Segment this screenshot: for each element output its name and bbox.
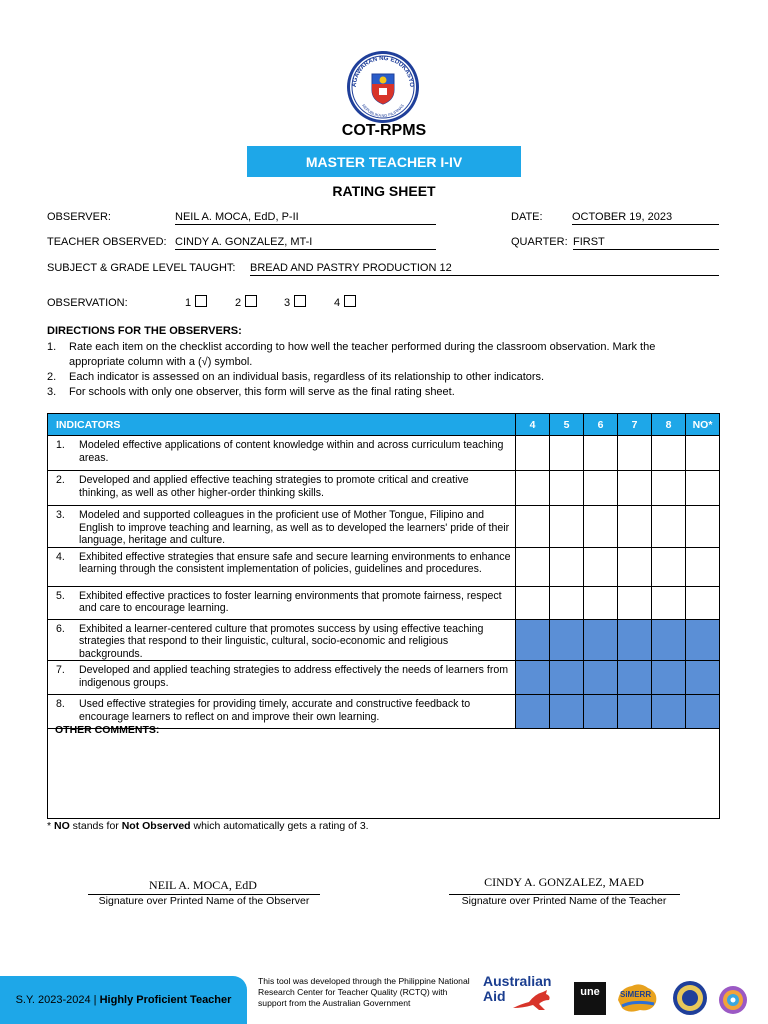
rating-cell[interactable]: [584, 506, 618, 548]
school-year: S.Y. 2023-2024 |: [15, 994, 97, 1006]
observation-option-1[interactable]: [185, 295, 207, 309]
deped-seal: [346, 50, 420, 124]
rating-cell[interactable]: [516, 547, 550, 586]
observation-option-label: 2: [235, 297, 242, 309]
rating-cell[interactable]: [516, 471, 550, 506]
indicator-number: 3.: [56, 509, 65, 521]
indicator-text: Modeled effective applications of content knowledge within and across curriculum teaching areas.: [79, 439, 504, 464]
quarter-value: FIRST: [573, 236, 605, 248]
observation-option-label: 1: [185, 297, 192, 309]
rating-cell[interactable]: [686, 547, 720, 586]
direction-text: For schools with only one observer, this form will serve as the final rating sheet.: [69, 386, 455, 398]
date-value: OCTOBER 19, 2023: [572, 211, 673, 223]
shaded-cell: [652, 661, 686, 695]
checkbox-icon: [294, 295, 306, 307]
header-not-observed: NO*: [686, 414, 720, 436]
rating-cell[interactable]: [686, 586, 720, 619]
university-seal-logo: [672, 980, 708, 1016]
indicator-number: 8.: [56, 698, 65, 710]
quarter-label: QUARTER:: [511, 236, 568, 248]
note-prefix: *: [47, 820, 55, 832]
teacher-signature-name: CINDY A. GONZALEZ, MAED: [484, 875, 644, 889]
shaded-cell: [516, 661, 550, 695]
rating-cell[interactable]: [516, 436, 550, 471]
form-title: COT-RPMS: [341, 122, 427, 139]
indicator-cell: [48, 661, 516, 695]
shaded-cell: [516, 619, 550, 661]
other-comments-box[interactable]: [47, 722, 720, 819]
indicator-cell: [48, 547, 516, 586]
observation-option-4[interactable]: [334, 295, 356, 309]
rating-cell[interactable]: [550, 586, 584, 619]
note-no: NO: [54, 820, 70, 832]
teacher-field[interactable]: [175, 236, 436, 250]
direction-item: [47, 385, 707, 400]
simerr-text: SiMERR: [620, 990, 652, 999]
rating-cell[interactable]: [516, 506, 550, 548]
note-middle: stands for: [69, 820, 122, 832]
form-subtitle: RATING SHEET: [332, 183, 436, 199]
header-indicators: INDICATORS: [48, 414, 516, 436]
indicator-number: 5.: [56, 589, 65, 602]
rating-cell[interactable]: [686, 436, 720, 471]
une-logo: [574, 982, 606, 1015]
rating-cell[interactable]: [652, 471, 686, 506]
teacher-label: TEACHER OBSERVED:: [47, 236, 167, 248]
indicator-number: 6.: [56, 622, 65, 635]
rating-cell[interactable]: [584, 471, 618, 506]
direction-number: 1.: [47, 341, 57, 353]
observation-label: OBSERVATION:: [47, 297, 128, 309]
rating-cell[interactable]: [584, 586, 618, 619]
indicator-text: Exhibited a learner-centered culture that promotes success by using effective teaching strategies that respond to their linguistic, cultural, socio-economic and religious backgrounds.: [79, 622, 484, 660]
header-rating-4: 4: [516, 414, 550, 436]
shaded-cell: [686, 661, 720, 695]
teacher-value: CINDY A. GONZALEZ, MT-I: [175, 236, 313, 248]
table-row: [48, 619, 720, 661]
rating-cell[interactable]: [686, 471, 720, 506]
rating-cell[interactable]: [618, 586, 652, 619]
shaded-cell: [618, 661, 652, 695]
direction-text: Rate each item on the checklist according to how well the teacher performed during the classroom observation. Mark the appropriate column with a (√) symbol.: [69, 341, 656, 368]
observer-signature-caption: Signature over Printed Name of the Observer: [98, 895, 310, 907]
date-field[interactable]: [572, 211, 719, 225]
aus-aid-line2: Aid: [483, 988, 506, 1004]
direction-text: Each indicator is assessed on an individual basis, regardless of its relationship to other indicators.: [69, 371, 545, 383]
teacher-signature-caption: Signature over Printed Name of the Teacher: [461, 895, 667, 907]
direction-item: [47, 340, 707, 370]
indicator-cell: [48, 436, 516, 471]
rating-cell[interactable]: [584, 436, 618, 471]
shaded-cell: [550, 661, 584, 695]
table-header-row: [48, 414, 720, 436]
rating-cell[interactable]: [652, 547, 686, 586]
header-rating-7: 7: [618, 414, 652, 436]
indicator-number: 7.: [56, 664, 65, 676]
directions-heading: DIRECTIONS FOR THE OBSERVERS:: [47, 325, 242, 337]
school-year-badge: [0, 976, 247, 1024]
rctq-logo: [714, 980, 752, 1016]
indicator-text: Used effective strategies for providing timely, accurate and constructive feedback to encourage learners to reflect on and improve their own learning.: [79, 698, 471, 723]
indicator-text: Developed and applied effective teaching strategies to promote critical and creative thinking, as well as other higher-order thinking skills.: [79, 474, 469, 499]
indicator-cell: [48, 506, 516, 548]
checkbox-icon: [344, 295, 356, 307]
shaded-cell: [652, 619, 686, 661]
header-rating-6: 6: [584, 414, 618, 436]
indicator-number: 2.: [56, 474, 65, 486]
indicator-cell: [48, 471, 516, 506]
rating-cell[interactable]: [652, 586, 686, 619]
table-row: [48, 661, 720, 695]
direction-number: 3.: [47, 386, 57, 398]
rating-cell[interactable]: [618, 436, 652, 471]
other-comments-label: OTHER COMMENTS:: [55, 724, 160, 736]
footer-credit: This tool was developed through the Philippine National Research Center for Teacher Quality (RCTQ) with support from the Australian Government: [258, 976, 470, 1008]
rating-cell[interactable]: [686, 506, 720, 548]
table-row: [48, 506, 720, 548]
shaded-cell: [618, 619, 652, 661]
observer-label: OBSERVER:: [47, 211, 111, 223]
rating-cell[interactable]: [550, 547, 584, 586]
shaded-cell: [584, 661, 618, 695]
note-not-observed: Not Observed: [121, 820, 191, 832]
rating-cell[interactable]: [584, 547, 618, 586]
table-row: [48, 436, 720, 471]
rating-cell[interactable]: [652, 506, 686, 548]
quarter-field[interactable]: [573, 236, 719, 250]
indicator-text: Developed and applied teaching strategies to address effectively the needs of learners from indigenous groups.: [79, 664, 509, 689]
rating-cell[interactable]: [618, 547, 652, 586]
observer-signature-name: NEIL A. MOCA, EdD: [149, 878, 257, 892]
kangaroo-icon: [511, 988, 555, 1012]
indicator-text: Modeled and supported colleagues in the proficient use of Mother Tongue, Filipino and English to improve teaching and learning, as well as to developed the learners' pride of their language, heritage and culture.: [79, 509, 510, 546]
observer-field[interactable]: [175, 211, 436, 225]
rating-cell[interactable]: [550, 436, 584, 471]
rating-cell[interactable]: [618, 471, 652, 506]
australian-aid-logo: [483, 974, 555, 1014]
observation-option-label: 3: [284, 297, 291, 309]
subject-value: BREAD AND PASTRY PRODUCTION 12: [250, 262, 452, 274]
indicator-number: 1.: [56, 439, 65, 451]
direction-item: [47, 370, 707, 385]
note-suffix: which automatically gets a rating of 3.: [190, 820, 369, 832]
indicator-text: Exhibited effective practices to foster learning environments that promote fairness, respect and care to encourage learning.: [79, 589, 502, 614]
rating-cell[interactable]: [550, 506, 584, 548]
observation-option-3[interactable]: [284, 295, 306, 309]
indicator-number: 4.: [56, 550, 65, 563]
header-rating-5: 5: [550, 414, 584, 436]
date-label: DATE:: [511, 211, 543, 223]
indicators-table: [47, 413, 720, 729]
rating-cell[interactable]: [618, 506, 652, 548]
shaded-cell: [584, 619, 618, 661]
indicator-text: Exhibited effective strategies that ensure safe and secure learning environments to enhance learning through the consistent implementation of policies, guidelines and procedures.: [79, 550, 511, 575]
table-row: [48, 586, 720, 619]
simerr-logo: [614, 980, 660, 1016]
rating-cell[interactable]: [550, 471, 584, 506]
table-row: [48, 471, 720, 506]
indicator-cell: [48, 619, 516, 661]
une-logo-text: une: [580, 986, 600, 998]
indicator-cell: [48, 586, 516, 619]
shaded-cell: [686, 619, 720, 661]
teacher-level: Highly Proficient Teacher: [99, 994, 232, 1006]
position-banner: MASTER TEACHER I-IV: [247, 146, 521, 177]
seal-text: AGAWARAN NG EDUKASYO: [350, 54, 416, 88]
rating-cell[interactable]: [652, 436, 686, 471]
checkbox-icon: [245, 295, 257, 307]
direction-number: 2.: [47, 371, 57, 383]
observer-value: NEIL A. MOCA, EdD, P-II: [175, 211, 299, 223]
checkbox-icon: [195, 295, 207, 307]
aus-aid-line1: Australian: [483, 973, 552, 989]
shaded-cell: [550, 619, 584, 661]
rating-cell[interactable]: [516, 586, 550, 619]
header-rating-8: 8: [652, 414, 686, 436]
observation-option-label: 4: [334, 297, 341, 309]
not-observed-note: [47, 820, 369, 832]
subject-label: SUBJECT & GRADE LEVEL TAUGHT:: [47, 262, 236, 274]
observation-option-2[interactable]: [235, 295, 257, 309]
subject-field[interactable]: [250, 262, 719, 276]
seal-bottom-text: REPUBLIKA NG PILIPINAS: [361, 103, 405, 119]
table-row: [48, 547, 720, 586]
